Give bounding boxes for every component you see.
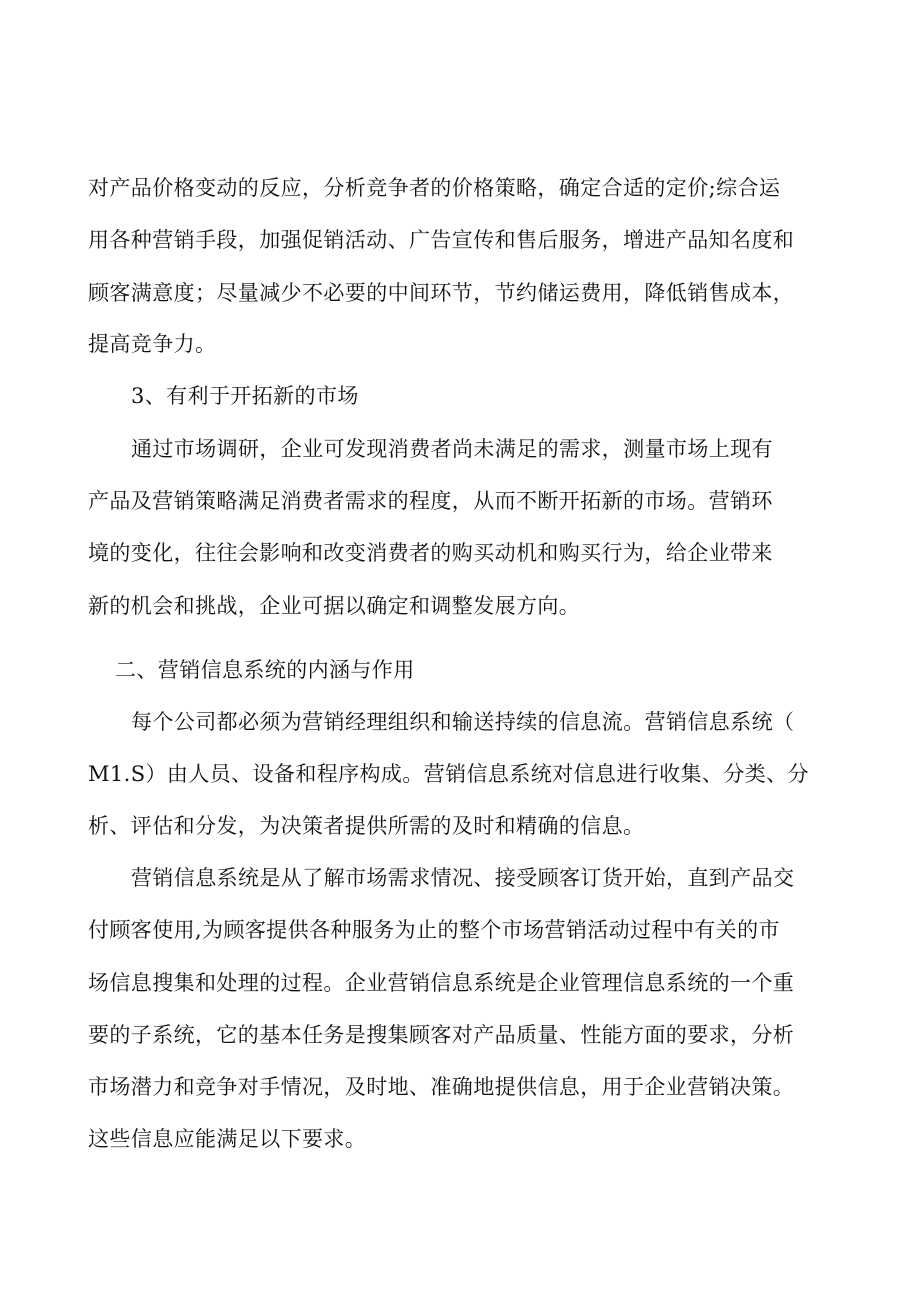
paragraph-line: 用各种营销手段，加强促销活动、广告宣传和售后服务，增进产品知名度和 — [88, 228, 795, 252]
section-heading-2: 二、营销信息系统的内涵与作用 — [115, 658, 415, 682]
paragraph-line: 析、评估和分发，为决策者提供所需的及时和精确的信息。 — [88, 814, 645, 838]
paragraph-line: 新的机会和挑战，企业可据以确定和调整发展方向。 — [88, 594, 581, 618]
paragraph-line: 境的变化，往往会影响和改变消费者的购买动机和购买行为，给企业带来 — [88, 541, 773, 565]
paragraph-line: 每个公司都必须为营销经理组织和输送持续的信息流。营销信息系统（ — [131, 710, 795, 734]
paragraph-line: 提高竞争力。 — [88, 332, 217, 356]
paragraph-line: 顾客满意度；尽量减少不必要的中间环节，节约储运费用，降低销售成本， — [88, 281, 795, 305]
paragraph-line: 要的子系统，它的基本任务是搜集顾客对产品质量、性能方面的要求，分析 — [88, 1023, 795, 1047]
paragraph-line: 付顾客使用,为顾客提供各种服务为止的整个市场营销活动过程中有关的市 — [88, 918, 780, 942]
paragraph-line: 营销信息系统是从了解市场需求情况、接受顾客订货开始，直到产品交 — [131, 866, 795, 890]
section-heading-3: 3、有利于开拓新的市场 — [131, 384, 359, 408]
paragraph-line: 对产品价格变动的反应，分析竞争者的价格策略，确定合适的定价;综合运 — [88, 176, 781, 200]
paragraph-line: M1.S）由人员、设备和程序构成。营销信息系统对信息进行收集、分类、分 — [88, 762, 809, 786]
paragraph-line: 场信息搜集和处理的过程。企业营销信息系统是企业管理信息系统的一个重 — [88, 971, 795, 995]
paragraph-line: 通过市场调研，企业可发现消费者尚未满足的需求，测量市场上现有 — [131, 437, 773, 461]
paragraph-line: 市场潜力和竞争对手情况，及时地、准确地提供信息，用于企业营销决策。 — [88, 1075, 795, 1099]
paragraph-line: 这些信息应能满足以下要求。 — [88, 1127, 367, 1151]
paragraph-line: 产品及营销策略满足消费者需求的程度，从而不断开拓新的市场。营销环 — [88, 489, 773, 513]
